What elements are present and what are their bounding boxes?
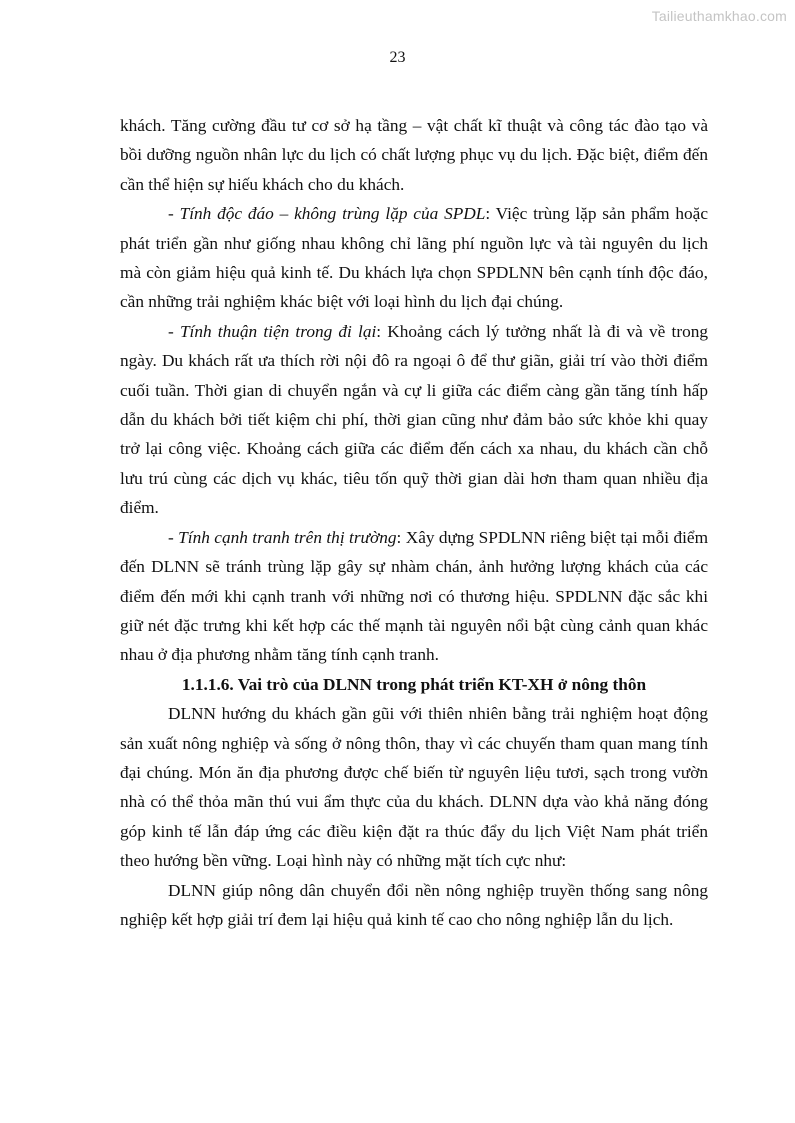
- bullet-dash: -: [168, 527, 179, 547]
- paragraph-4: [120, 523, 708, 670]
- page-content: [120, 111, 708, 934]
- paragraph-2-text: : Việc trùng lặp sản phẩm hoặc phát triển gần như giống nhau không chỉ lãng phí nguồn lực và tài nguyên du lịch mà còn giảm hiệu quả kinh tế. Du khách lựa chọn SPDLNN bên cạnh tính độc đáo, cần những trải nghiệm khác biệt với loại hình du lịch đại chúng.: [120, 204, 708, 312]
- section-heading: 1.1.1.6. Vai trò của DLNN trong phát triển KT-XH ở nông thôn: [181, 674, 647, 694]
- paragraph-3-text: : Khoảng cách lý tưởng nhất là đi và về trong ngày. Du khách rất ưa thích rời nội đô ra ngoại ô để thư giãn, giải trí vào thời điểm cuối tuần. Thời gian di chuyển ngắn và cự li giữa các điểm càng gần tăng tính hấp dẫn du khách bởi tiết kiệm chi phí, thời gian cũng như đảm bảo sức khỏe khi quay trở lại công việc. Khoảng cách giữa các điểm đến cách xa nhau, du khách cần chỗ lưu trú cùng các dịch vụ khác, tiêu tốn quỹ thời gian dài hơn tham quan nhiều địa điểm.: [120, 321, 708, 518]
- bullet-dash: -: [168, 321, 180, 341]
- term-uniqueness: Tính độc đáo – không trùng lặp của SPDL: [179, 204, 486, 224]
- watermark: Tailieuthamkhao.com: [651, 8, 787, 24]
- paragraph-3: [120, 317, 708, 523]
- bullet-dash: -: [168, 204, 180, 224]
- term-competitiveness: Tính cạnh tranh trên thị trường: [178, 527, 397, 547]
- paragraph-4-text: : Xây dựng SPDLNN riêng biệt tại mỗi điểm đến DLNN sẽ tránh trùng lặp gây sự nhàm chán, ảnh hưởng lượng khách của các điểm đến mới khi cạnh tranh với những nơi có thương hiệu. SPDLNN đặc sắc khi giữ nét đặc trưng khi kết hợp các thế mạnh tài nguyên nổi bật cùng cảnh quan khác nhau ở địa phương nhằm tăng tính cạnh tranh.: [120, 527, 709, 665]
- paragraph-6: DLNN giúp nông dân chuyển đổi nền nông nghiệp truyền thống sang nông nghiệp kết hợp giải trí đem lại hiệu quả kinh tế cao cho nông nghiệp lẫn du lịch.: [120, 880, 708, 929]
- paragraph-2: [120, 199, 708, 317]
- paragraph-5: DLNN hướng du khách gần gũi với thiên nhiên bằng trải nghiệm hoạt động sản xuất nông nghiệp và sống ở nông thôn, thay vì các chuyến tham quan mang tính đại chúng. Món ăn địa phương được chế biến từ nguyên liệu tươi, sạch trong vườn nhà có thể thỏa mãn thú vui ẩm thực của du khách. DLNN dựa vào khả năng đóng góp kinh tế lẫn đáp ứng các điều kiện đặt ra thúc đẩy du lịch Việt Nam phát triển theo hướng bền vững. Loại hình này có những mặt tích cực như:: [120, 704, 708, 871]
- page-number: 23: [389, 49, 406, 66]
- paragraph-1: khách. Tăng cường đầu tư cơ sở hạ tầng – vật chất kĩ thuật và công tác đào tạo và bồi dưỡng nguồn nhân lực du lịch có chất lượng phục vụ du lịch. Đặc biệt, điểm đến cần thể hiện sự hiếu khách cho du khách.: [120, 116, 708, 194]
- term-convenience: Tính thuận tiện trong đi lại: [179, 321, 377, 341]
